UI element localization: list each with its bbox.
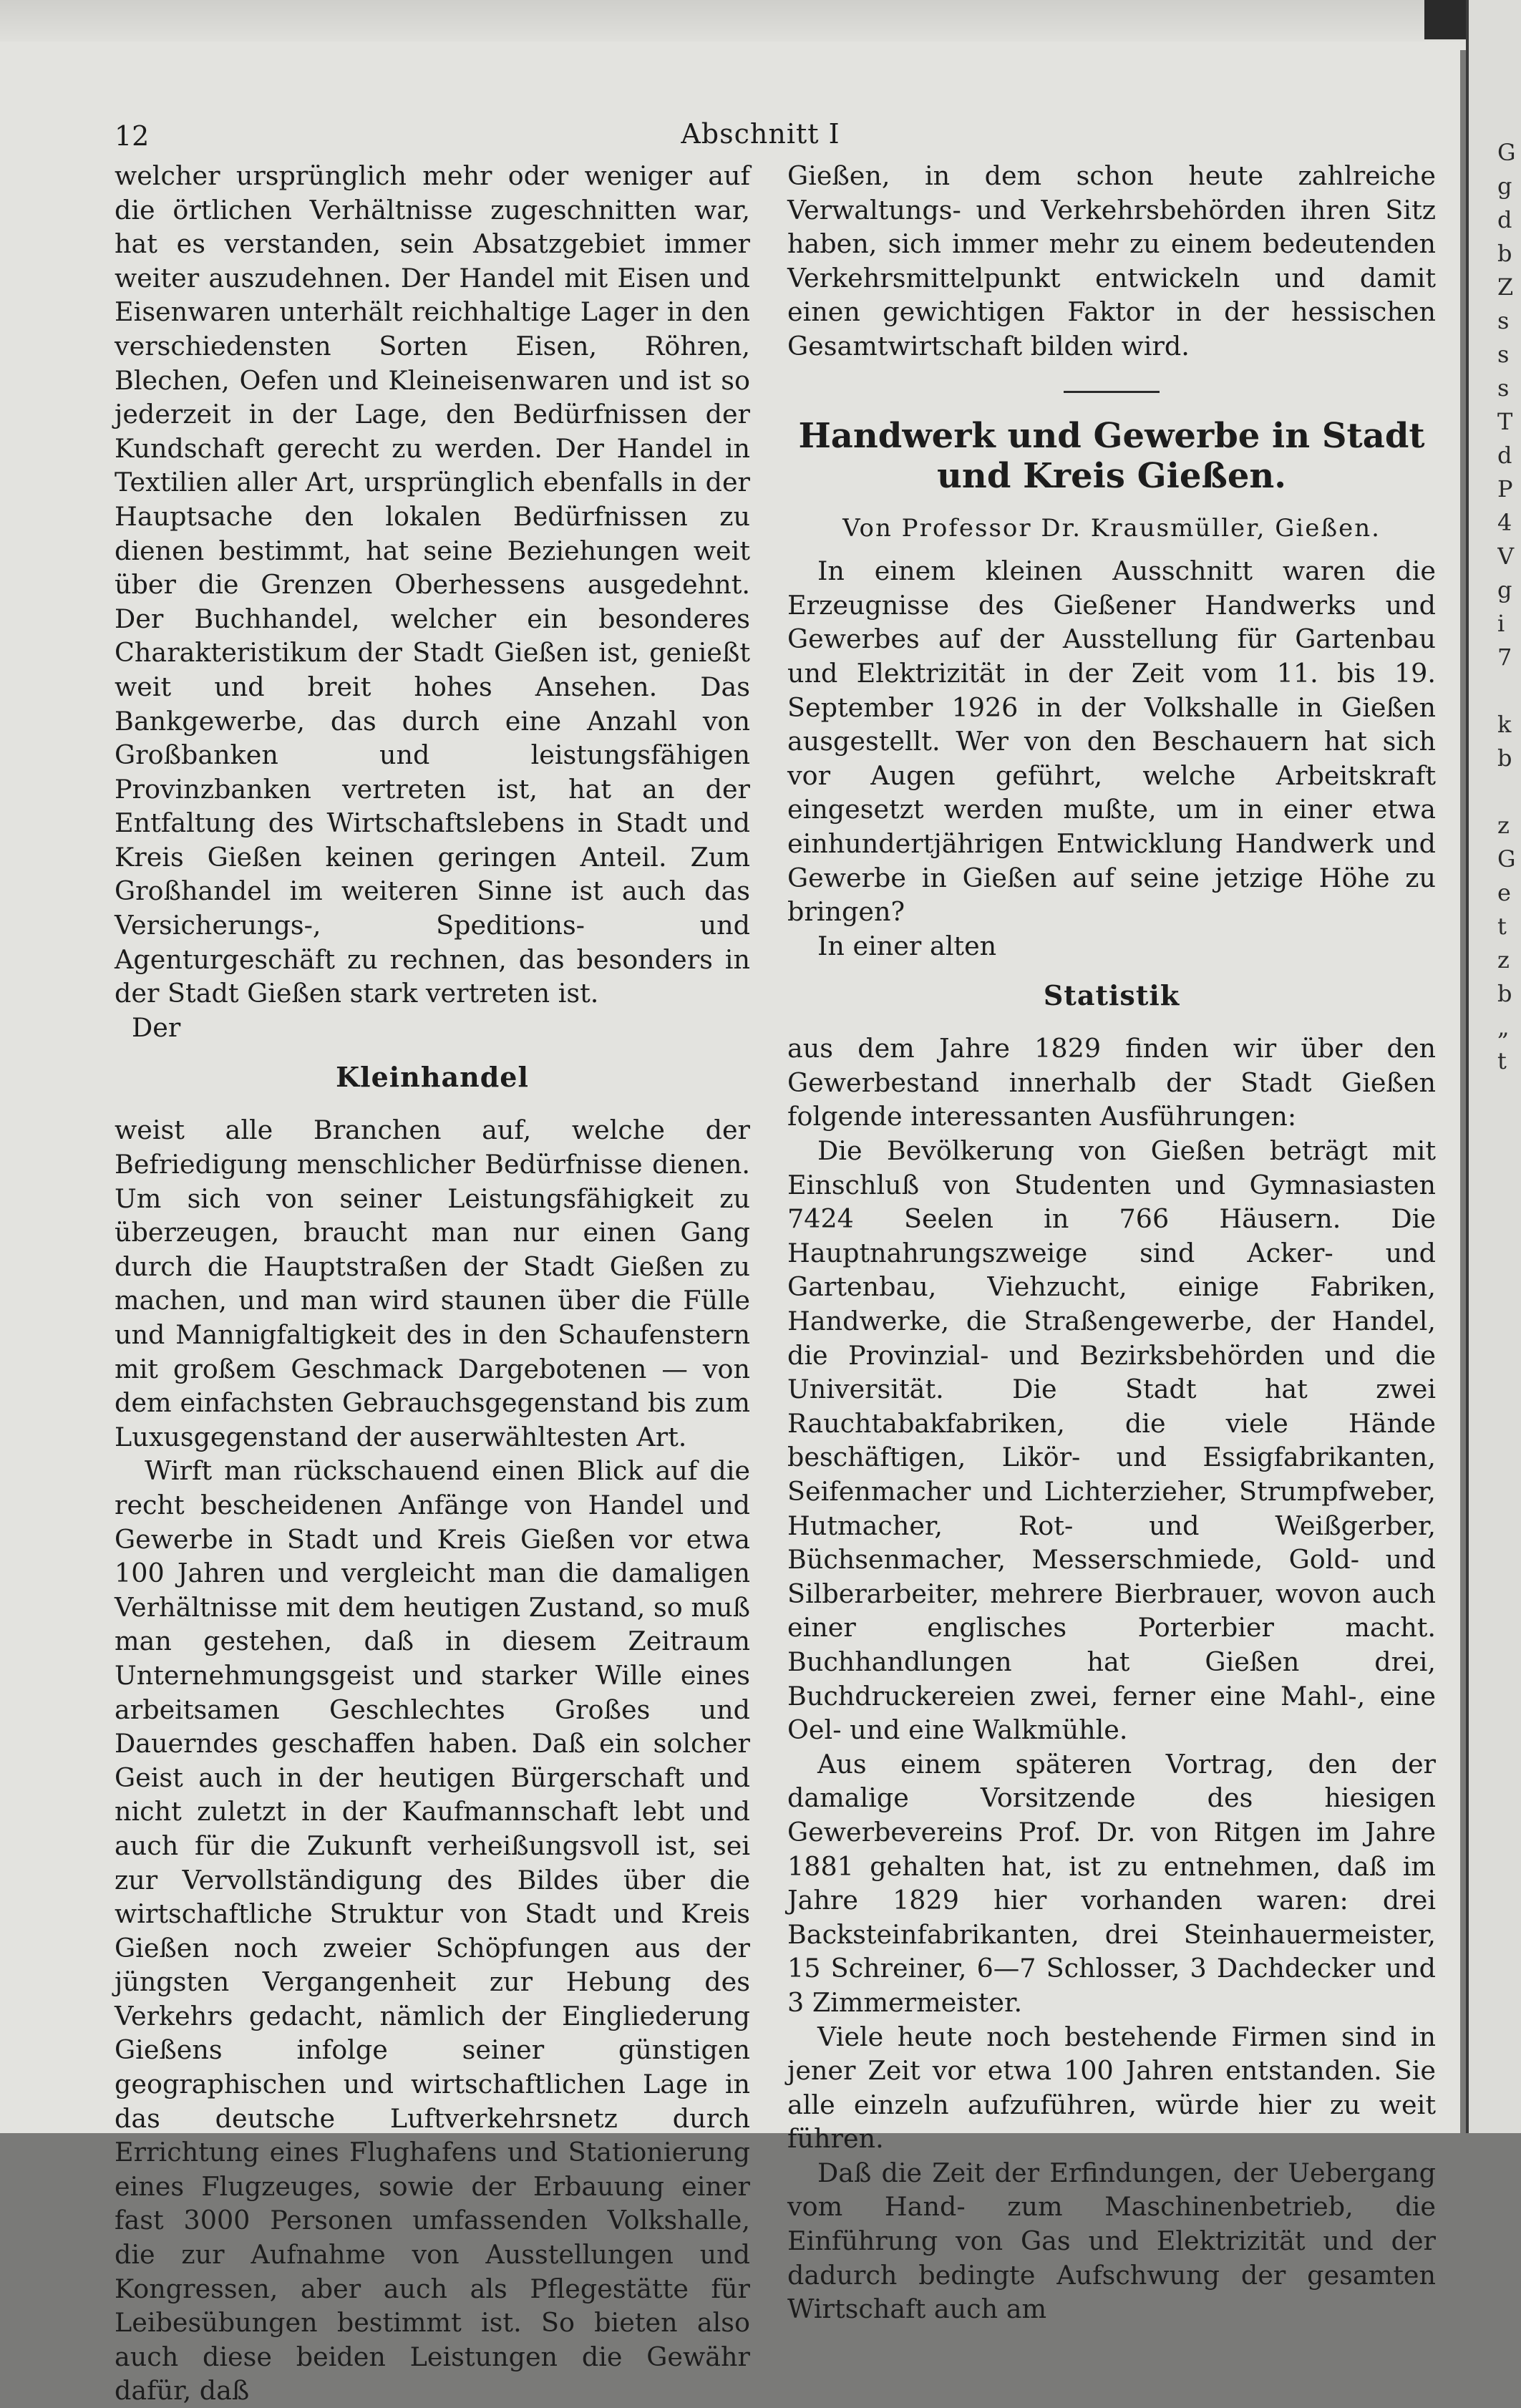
right-paragraph-2: In einem kleinen Ausschnitt waren die Erzeugnisse des Gießener Handwerks und Gewerbes auf der Ausstellung für Gartenbau und Elektrizität in der Zeit vom 11. bis 19. September 1926 in der Volkshalle in Gießen ausgestellt. Wer von den Beschauern hat sich vor Augen geführt, welche Arbeitskraft eingesetzt werden mußte, um in einer etwa einhundertjährigen Entwicklung Handwerk und Gewerbe in Gießen auf seine jetzige Höhe zu bringen? [787,555,1436,928]
running-title: Abschnitt I [681,118,840,150]
left-paragraph-3: Wirft man rückschauend einen Blick auf die recht bescheidenen Anfänge von Handel und Gewerbe in Stadt und Kreis Gießen vor etwa 100 Jahren und vergleicht man die damaligen Verhältnisse mit dem heutigen Zustand, so muß man gestehen, daß in diesem Zeitraum Unternehmungsgeist und starker Wille eines arbeitsamen Geschlechtes Großes und Dauerndes geschaffen haben. Daß ein solcher Geist auch in der heutigen Bürgerschaft und nicht zuletzt in der Kaufmannschaft lebt und auch für die Zukunft verheißungsvoll ist, sei zur Vervollständigung des Bildes über die wirtschaftliche Struktur von Stadt und Kreis Gießen noch zweier Schöpfungen aus der jüngsten Vergangenheit zur Hebung des Verkehrs gedacht, nämlich der Eingliederung Gießens infolge seiner günstigen geographischen und wirtschaftlichen Lage in das deutsche Luftverkehrsnetz durch Errichtung eines Flughafens und Stationierung eines Flugzeuges, sowie der Erbauung einer fast 3000 Personen umfassenden Volkshalle, die zur Aufnahme von Ausstellungen und Kongressen, aber auch als Pflegestätte für Leibesübungen bestimmt ist. So bieten also auch diese beiden Leistungen die Gewähr dafür, daß [115,1455,750,2407]
adjacent-page-letter: b [1497,240,1512,267]
left-paragraph-2: weist alle Branchen auf, welche der Befriedigung menschlicher Bedürfnisse dienen. Um sich von seiner Leistungsfähigkeit zu überzeugen, braucht man nur einen Gang durch die Hauptstraßen der Stadt Gießen zu machen, und man wird staunen über die Fülle und Mannigfaltigkeit des in den Schaufenstern mit großem Geschmack Dargebotenen — von dem einfachsten Gebrauchsgegenstand bis zum Luxusgegenstand der auserwähltesten Art. [115,1115,750,1452]
adjacent-page-letter: s [1497,341,1510,368]
adjacent-page-letter: b [1497,744,1512,772]
adjacent-page-letter: s [1497,307,1510,334]
article-byline: Von Professor Dr. Krausmüller, Gießen. [842,513,1381,543]
adjacent-page-letter [1497,1583,1521,1616]
adjacent-page-letter [1497,1448,1521,1482]
right-paragraph-7: Viele heute noch bestehende Firmen sind in jener Zeit vor etwa 100 Jahren entstanden. Sie alle einzeln aufzuführen, würde hier zu weit führen. [787,2021,1436,2155]
adjacent-page-letter: P [1497,475,1513,503]
adjacent-page-letter: b [1497,980,1512,1007]
adjacent-page-letter: z [1497,812,1510,839]
adjacent-page-letter: s [1497,374,1510,402]
right-paragraph-5: Die Bevölkerung von Gießen beträgt mit Einschluß von Studenten und Gymnasiasten 7424 Seelen in 766 Häusern. Die Hauptnahrungszweige sind Acker- und Gartenbau, Viehzucht, einige Fabriken, Handwerke, die Straßengewerbe, der Handel, die Provinzial- und Bezirksbehörden und die Universität. Die Stadt hat zwei Rauchtabakfabriken, die viele Hände beschäftigen, Likör- und Essigfabrikanten, Seifenmacher und Lichterzieher, Strumpfweber, Hutmacher, Rot- und Weißgerber, Büchsenmacher, Messerschmiede, Gold- und Silberarbeiter, mehrere Bierbrauer, wovon auch einer englisches Porterbier macht. Buchhandlungen hat Gießen drei, Buchdruckereien zwei, ferner eine Mahl-, eine Oel- und eine Walkmühle. [787,1135,1436,1746]
adjacent-page-letter [1497,1717,1521,1751]
adjacent-page-letter [1497,1213,1521,1246]
adjacent-page-letter [1497,1616,1521,1650]
adjacent-page-letter [1497,1112,1521,1145]
adjacent-page-letter [1497,1684,1521,1717]
subheading-kleinhandel: Kleinhandel [336,1061,529,1094]
adjacent-page-letter: z [1497,946,1510,974]
adjacent-page-letter [1497,674,1521,708]
adjacent-page-letter: d [1497,206,1512,233]
right-paragraph-4: aus dem Jahre 1829 finden wir über den Gewerbestand innerhalb der Stadt Gießen folgende interessanten Ausführungen: [787,1033,1436,1132]
adjacent-page-letter [1497,1751,1521,1785]
adjacent-page-letter: g [1497,173,1512,200]
adjacent-page-letter [1497,1549,1521,1583]
adjacent-page-letter: k [1497,711,1512,738]
article-title: Handwerk und Gewerbe in Stadt und Kreis Gießen. [798,415,1425,496]
right-column [787,159,1436,2326]
right-paragraph-3: In einer alten [817,930,997,961]
page-number: 12 [115,120,150,152]
left-column [115,159,750,2408]
adjacent-page-letter: V [1497,543,1515,570]
adjacent-page-letters [1497,136,1521,1785]
adjacent-page-letter: „ [1497,1014,1510,1041]
adjacent-page-letter [1497,775,1521,809]
adjacent-page-letter: 7 [1497,644,1512,671]
adjacent-page-letter: d [1497,442,1512,469]
adjacent-page-letter: g [1497,576,1512,603]
adjacent-page-letter [1497,1078,1521,1112]
adjacent-page-letter [1497,1381,1521,1414]
adjacent-page-letter [1497,1482,1521,1515]
right-paragraph-1: Gießen, in dem schon heute zahlreiche Verwaltungs- und Verkehrsbehörden ihren Sitz haben, sich immer mehr zu einem bedeutenden Verkehrsmittelpunkt entwickeln und damit einen gewichtigen Faktor in der hessischen Gesamtwirtschaft bilden wird. [787,160,1436,361]
adjacent-page-letter [1497,1347,1521,1381]
adjacent-page-letter [1497,1515,1521,1549]
left-paragraph-1: welcher ursprünglich mehr oder weniger auf die örtlichen Verhältnisse zugeschnitten war, hat es verstanden, sein Absatzgebiet immer weiter auszudehnen. Der Handel mit Eisen und Eisenwaren unterhält reichhaltige Lager in den verschiedensten Sorten Eisen, Röhren, Blechen, Oefen und Kleineisenwaren und ist so jederzeit in der Lage, den Bedürfnissen der Kundschaft gerecht zu werden. Der Handel in Textilien aller Art, ursprünglich ebenfalls in der Hauptsache den lokalen Bedürfnissen zu dienen bestimmt, hat seine Beziehungen weit über die Grenzen Oberhessens ausgedehnt. Der Buchhandel, welcher ein besonderes Charakteristikum der Stadt Gießen ist, genießt weit und breit hohes Ansehen. Das Bankgewerbe, das durch eine Anzahl von Großbanken und leistungsfähigen Provinzbanken vertreten ist, hat an der Entfaltung des Wirtschaftslebens in Stadt und Kreis Gießen keinen geringen Anteil. Zum Großhandel im weiteren Sinne ist auch das Versicherungs-, Speditions- und Agenturgeschäft zu rechnen, das besonders in der Stadt Gießen stark vertreten ist. [115,160,750,1009]
left-paragraph-1-end: Der [132,1011,181,1043]
section-divider [1064,391,1160,393]
adjacent-page-letter [1497,1179,1521,1213]
adjacent-page-letter: G [1497,845,1516,873]
adjacent-page-letter: T [1497,408,1513,435]
right-paragraph-8: Daß die Zeit der Erfindungen, der Uebergang vom Hand- zum Maschinenbetrieb, die Einführung von Gas und Elektrizität und der dadurch bedingte Aufschwung der gesamten Wirtschaft auch am [787,2157,1436,2325]
adjacent-page-letter [1497,1414,1521,1448]
adjacent-page-letter: t [1497,913,1507,940]
adjacent-page-letter: e [1497,879,1511,906]
adjacent-page-letter: 4 [1497,509,1512,536]
adjacent-page-letter: Z [1497,273,1514,301]
adjacent-page-letter [1497,1280,1521,1314]
adjacent-page-letter [1497,1650,1521,1684]
right-paragraph-6: Aus einem späteren Vortrag, den der damalige Vorsitzende des hiesigen Gewerbevereins Prof. Dr. von Ritgen im Jahre 1881 gehalten hat, ist zu entnehmen, daß im Jahre 1829 hier vorhanden waren: drei Backsteinfabrikanten, drei Steinhauermeister, 15 Schreiner, 6—7 Schlosser, 3 Dachdecker und 3 Zimmermeister. [787,1748,1436,2018]
adjacent-page-letter [1497,1314,1521,1347]
adjacent-page-letter: t [1497,1047,1507,1074]
adjacent-page-letter [1497,1145,1521,1179]
adjacent-page-letter: i [1497,610,1505,637]
subheading-statistik: Statistik [1043,979,1180,1012]
adjacent-page-letter [1497,1246,1521,1280]
adjacent-page-letter: G [1497,139,1516,166]
